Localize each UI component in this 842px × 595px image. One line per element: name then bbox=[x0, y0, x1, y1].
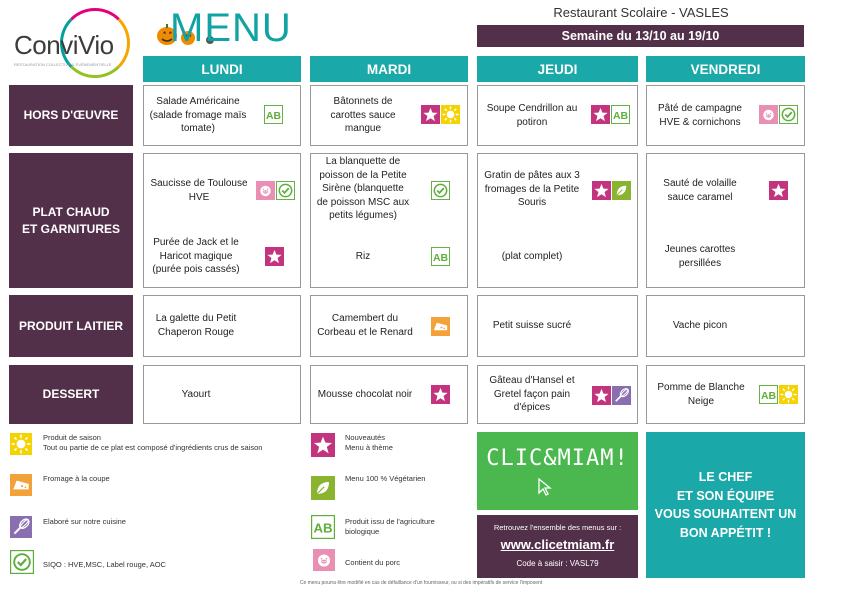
chef-line-4: BON APPÉTIT ! bbox=[679, 525, 772, 540]
siqo-icon bbox=[431, 181, 450, 200]
chef-message bbox=[646, 432, 805, 578]
produit-saison-sun-icon bbox=[779, 385, 798, 404]
dish-jeudi-plat2: (plat complet) bbox=[501, 251, 563, 262]
row-label-produit-laitier: PRODUIT LAITIER bbox=[9, 295, 133, 357]
logo-subtitle: RESTAURATION COLLECTIVE & ÉVÉNEMENTIELLE bbox=[14, 62, 112, 67]
chef-line-1: LE CHEF bbox=[698, 470, 753, 484]
dish-mardi-dessert: Mousse chocolat noir bbox=[317, 389, 413, 400]
dish-jeudi-laitier: Petit suisse sucré bbox=[492, 320, 572, 331]
nouveaute-star-icon bbox=[591, 105, 610, 124]
legend-cuisine: Elaboré sur notre cuisine bbox=[43, 517, 126, 526]
row-label-dessert: DESSERT bbox=[9, 365, 133, 424]
legend-star-icon bbox=[311, 433, 335, 457]
legend-siqo: SIQO : HVE,MSC, Label rouge, AOC bbox=[43, 560, 166, 569]
dish-mardi-laitier: Camembert du Corbeau et le Renard bbox=[317, 313, 413, 338]
dish-lundi-dessert: Yaourt bbox=[181, 389, 211, 400]
dish-mardi-hors: Bâtonnets de carottes sauce mangue bbox=[330, 96, 396, 134]
clicmiam-logo bbox=[477, 432, 638, 510]
bio-icon bbox=[264, 105, 283, 124]
dish-jeudi-hors: Soupe Cendrillon au potiron bbox=[486, 103, 578, 128]
clicmiam-retrouvez: Retrouvez l'ensemble des menus sur : bbox=[493, 523, 622, 532]
row-label-plat-chaud bbox=[9, 153, 133, 288]
legend-vegetarien: Menu 100 % Végétarien bbox=[345, 474, 426, 483]
nouveaute-star-icon bbox=[769, 181, 788, 200]
dish-vendredi-plat1: Sauté de volaille sauce caramel bbox=[663, 178, 737, 203]
cursor-icon bbox=[537, 478, 553, 496]
legend-whisk-icon bbox=[10, 516, 32, 538]
bio-icon bbox=[759, 385, 778, 404]
chef-line-2: ET SON ÉQUIPE bbox=[676, 488, 775, 503]
porc-icon bbox=[759, 105, 778, 124]
nouveaute-star-icon bbox=[431, 385, 450, 404]
dish-vendredi-hors: Pâté de campagne HVE & cornichons bbox=[658, 103, 742, 128]
dish-vendredi-laitier: Vache picon bbox=[672, 320, 728, 331]
produit-saison-sun-icon bbox=[441, 105, 460, 124]
clicmiam-url-link[interactable]: www.clicetmiam.fr bbox=[500, 537, 615, 552]
dish-vendredi-dessert: Pomme de Blanche Neige bbox=[657, 382, 745, 407]
day-header-lundi: LUNDI bbox=[143, 56, 301, 82]
dish-jeudi-dessert: Gâteau d'Hansel et Gretel façon pain d'épices bbox=[489, 375, 575, 413]
day-header-jeudi: JEUDI bbox=[477, 56, 638, 82]
vegetarien-leaf-icon bbox=[612, 181, 631, 200]
elabore-cuisine-whisk-icon bbox=[612, 386, 631, 405]
legend-siqo-icon bbox=[10, 550, 34, 574]
week-banner: Semaine du 13/10 au 19/10 bbox=[477, 25, 804, 47]
row-label-hors-doeuvre: HORS D'ŒUVRE bbox=[9, 85, 133, 146]
dish-mardi-plat2: Riz bbox=[355, 251, 371, 262]
nouveaute-star-icon bbox=[421, 105, 440, 124]
logo-text: ConviVio bbox=[14, 30, 114, 60]
nouveaute-star-icon bbox=[265, 247, 284, 266]
porc-icon bbox=[256, 181, 275, 200]
dish-lundi-plat1: Saucisse de Toulouse HVE bbox=[150, 178, 248, 203]
dish-lundi-plat2: Purée de Jack et le Haricot magique (purée pois cassés) bbox=[152, 237, 240, 275]
siqo-icon bbox=[276, 181, 295, 200]
legend-fromage: Fromage à la coupe bbox=[43, 474, 110, 483]
clicmiam-info bbox=[477, 515, 638, 578]
legend-bio-icon bbox=[311, 515, 335, 539]
legend-nouveautes: Nouveautés Menu à thème bbox=[345, 433, 393, 452]
day-header-mardi: MARDI bbox=[310, 56, 468, 82]
legend-leaf-icon bbox=[311, 476, 335, 500]
restaurant-name: Restaurant Scolaire - VASLES bbox=[553, 5, 729, 20]
clicmiam-code: Code à saisir : VASL79 bbox=[516, 559, 599, 568]
siqo-icon bbox=[779, 105, 798, 124]
legend-porc: Contient du porc bbox=[345, 558, 401, 567]
bio-icon bbox=[611, 105, 630, 124]
bio-icon bbox=[431, 247, 450, 266]
dish-lundi-hors: Salade Américaine (salade fromage maïs tomate) bbox=[149, 96, 247, 134]
chef-line-3: VOUS SOUHAITENT UN bbox=[654, 507, 797, 521]
legend-pig-icon bbox=[313, 549, 335, 571]
legend-bio: Produit issu de l'agriculture biologique bbox=[345, 517, 435, 536]
fromage-coupe-icon bbox=[431, 317, 450, 336]
dish-mardi-plat1: La blanquette de poisson de la Petite Sirène (blanquette de poisson MSC aux petits légumes) bbox=[316, 156, 410, 221]
day-header-vendredi: VENDREDI bbox=[646, 56, 805, 82]
row-label-plat-line2: ET GARNITURES bbox=[21, 221, 120, 236]
footer-disclaimer: Ce menu pourra être modifié en cas de défaillance d'un fournisseur, ou si des impératifs de service l'imposent bbox=[299, 580, 543, 586]
dish-vendredi-plat2: Jeunes carottes persillées bbox=[664, 244, 736, 269]
dish-jeudi-plat1: Gratin de pâtes aux 3 fromages de la Petite Souris bbox=[484, 170, 580, 208]
legend-sun-icon bbox=[10, 433, 32, 455]
clicmiam-logo-text: CLIC&MIAM! bbox=[486, 446, 629, 471]
dish-lundi-laitier: La galette du Petit Chaperon Rouge bbox=[155, 313, 237, 338]
convivio-logo bbox=[8, 6, 133, 78]
row-label-plat-line1: PLAT CHAUD bbox=[32, 204, 110, 219]
legend-produit-saison: Produit de saison Tout ou partie de ce plat est composé d'ingrédients crus de saison bbox=[43, 433, 263, 452]
nouveaute-star-icon bbox=[592, 181, 611, 200]
legend-cheese-icon bbox=[10, 474, 32, 496]
nouveaute-star-icon bbox=[592, 386, 611, 405]
menu-title: MENU bbox=[170, 6, 292, 50]
